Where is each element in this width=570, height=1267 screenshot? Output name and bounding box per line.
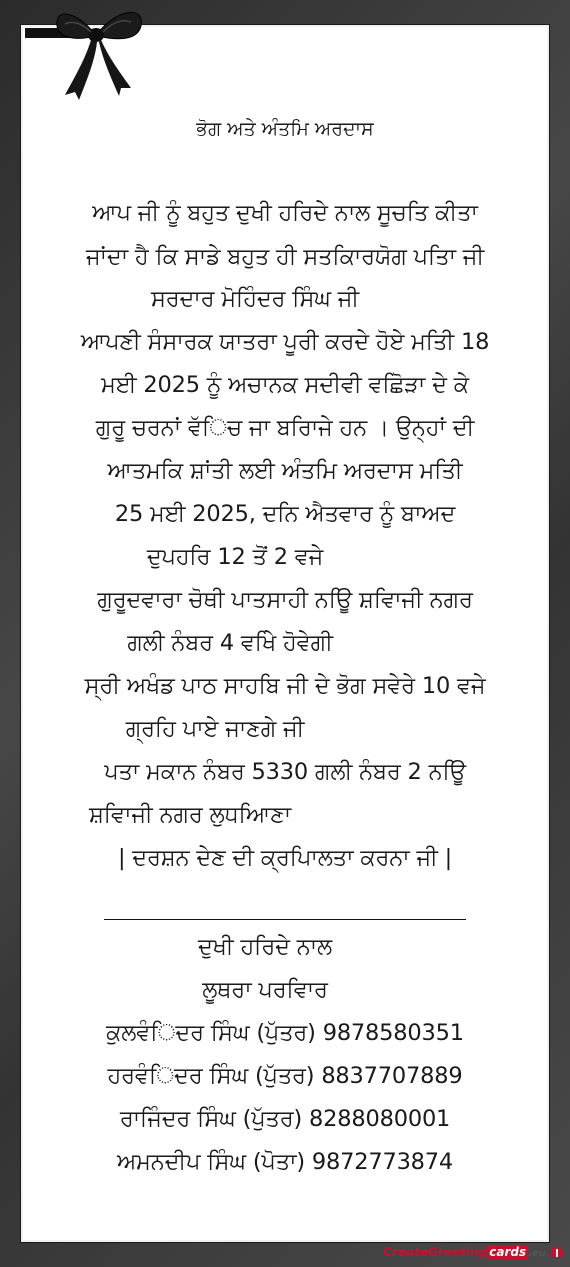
body-line: ਗੁਰੂਦਵਾਰਾ ਚੋਥੀ ਪਾਤਸਾਹੀ ਨਊਿ ਸ਼ਵਿਾਜੀ ਨਗਰ bbox=[97, 587, 473, 613]
body-line: | ਦਰਸ਼ਨ ਦੇਣ ਦੀ ਕ੍ਰਪਿਾਲਤਾ ਕਰਨਾ ਜੀ | bbox=[117, 845, 453, 871]
brand-watermark[interactable] bbox=[383, 1244, 564, 1259]
body-line: ਪਤਾ ਮਕਾਨ ਨੰਬਰ 5330 ਗਲੀ ਨੰਬਰ 2 ਨਊਿ bbox=[104, 759, 466, 785]
card-title: ਭੋਗ ਅਤੇ ਅੰਤਮਿ ਅਰਦਾਸ bbox=[196, 118, 374, 140]
body-line: ਆਪ ਜੀ ਨੂੰ ਬਹੁਤ ਦੁਖੀ ਹਰਿਦੇ ਨਾਲ ਸੂਚਤਿ ਕੀਤਾ bbox=[92, 200, 478, 226]
brand-name: CreateGreeting bbox=[383, 1245, 488, 1259]
closing-line: ਲੂਥਰਾ ਪਰਵਿਾਰ bbox=[202, 977, 328, 1003]
body-line: ਸ੍ਰੀ ਅਖੰਡ ਪਾਠ ਸਾਹਬਿ ਜੀ ਦੇ ਭੋਗ ਸਵੇਰੇ 10 ਵਜੇ bbox=[84, 673, 486, 699]
contact-line: ਅਮਨਦੀਪ ਸਿੰਘ (ਪੋਤਾ) 9872773874 bbox=[116, 1149, 454, 1175]
body-line: ਗ੍ਰਹਿ ਪਾਏ ਜਾਣਗੇ ਜੀ bbox=[125, 716, 305, 742]
body-line: ਆਤਮਕਿ ਸ਼ਾਂਤੀ ਲਈ ਅੰਤਮਿ ਅਰਦਾਸ ਮਤਿੀ bbox=[107, 458, 463, 484]
contact-line: ਹਰਵੰਿਦਰ ਸਿੰਘ (ਪੁੱਤਰ) 8837707889 bbox=[107, 1063, 463, 1089]
contact-line: ਰਾਜਿੰਦਰ ਸਿੰਘ (ਪੁੱਤਰ) 8288080001 bbox=[119, 1106, 451, 1132]
body-line: ਜਾਂਦਾ ਹੈ ਕਿ ਸਾਡੇ ਬਹੁਤ ਹੀ ਸਤਕਿਾਰਯੋਗ ਪਤਿਾ ਜੀ bbox=[85, 244, 485, 270]
body-line: 25 ਮਈ 2025, ਦਨਿ ਐਤਵਾਰ ਨੂੰ ਬਾਅਦ bbox=[114, 501, 456, 527]
body-line: ਆਪਣੀ ਸੰਸਾਰਕ ਯਾਤਰਾ ਪੂਰੀ ਕਰਦੇ ਹੋਏ ਮਤਿੀ 18 bbox=[80, 329, 490, 355]
body-line: ਮਈ 2025 ਨੂੰ ਅਚਾਨਕ ਸਦੀਵੀ ਵਛਿੋੜਾ ਦੇ ਕੇ bbox=[101, 372, 469, 398]
body-line: ਦੁਪਹਰਿ 12 ਤੋਂ 2 ਵਜੇ bbox=[146, 544, 324, 570]
contact-line: ਕੁਲਵੰਿਦਰ ਸਿੰਘ (ਪੁੱਤਰ) 9878580351 bbox=[106, 1020, 464, 1046]
closing-line: ਦੁਖੀ ਹਰਿਦੇ ਨਾਲ bbox=[197, 934, 333, 960]
divider bbox=[104, 919, 466, 920]
brand-tld: .eu bbox=[528, 1248, 546, 1259]
body-line: ਸਰਦਾਰ ਮੋਹਿੰਦਰ ਸਿੰਘ ਜੀ bbox=[150, 286, 360, 312]
body-line: ਸ਼ਵਿਾਜੀ ਨਗਰ ਲੁਧਆਿਣਾ bbox=[89, 802, 291, 828]
gift-icon bbox=[550, 1244, 564, 1258]
body-line: ਗੁਰੂ ਚਰਨਾਂ ਵੱਿਚ ਜਾ ਬਰਿਾਜੇ ਹਨ । ਉਨ੍ਹਾਂ ਦੀ bbox=[95, 415, 475, 441]
brand-cards: cards bbox=[489, 1245, 527, 1259]
ribbon-bow-icon bbox=[25, 0, 165, 100]
body-line: ਗਲੀ ਨੰਬਰ 4 ਵਖਿੇ ਹੋਵੇਗੀ bbox=[127, 630, 333, 656]
